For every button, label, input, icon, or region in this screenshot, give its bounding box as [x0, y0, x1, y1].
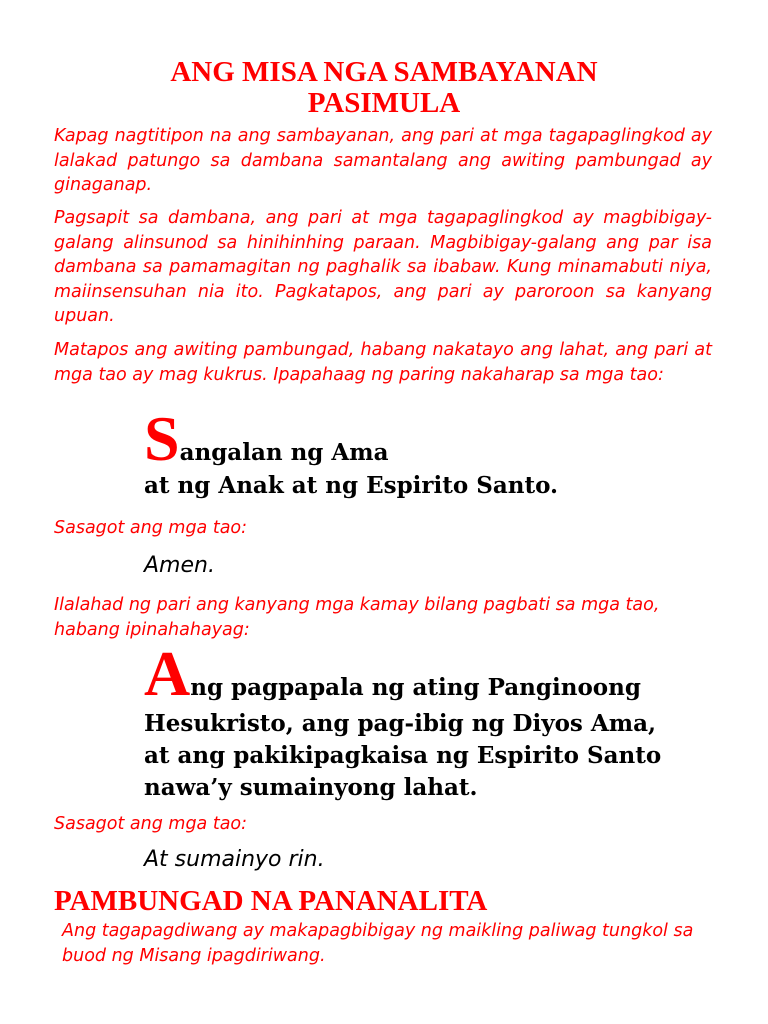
prayer-line	[144, 403, 714, 474]
people-response-and-with-you: At sumainyo rin.	[144, 847, 325, 872]
drop-cap: A	[144, 638, 191, 709]
prayer-sign-of-cross	[144, 403, 714, 502]
rubric-people-respond: Sasagot ang mga tao:	[54, 814, 248, 834]
prayer-text: ng pagpapala ng ating Panginoong	[190, 674, 641, 701]
prayer-line: nawa’y sumainyong lahat.	[144, 774, 478, 801]
page-title	[54, 57, 714, 119]
prayer-line	[144, 638, 714, 709]
prayer-line: Hesukristo, ang pag-ibig ng Diyos Ama,	[144, 710, 656, 737]
prayer-greeting	[144, 638, 714, 804]
rubric-greeting: Ilalahad ng pari ang kanyang mga kamay bilang pagbati sa mga tao, habang ipinahahayag:	[54, 595, 660, 640]
rubric-introduction: Ang tagapagdiwang ay makapagbibigay ng maikling paliwag tungkol sa buod ng Misang ipagdiriwang.	[62, 921, 694, 966]
prayer-line: at ng Anak at ng Espirito Santo.	[144, 472, 559, 499]
drop-cap: S	[144, 403, 180, 474]
section-title: PAMBUNGAD NA PANANALITA	[54, 885, 488, 917]
page-title-line-2: PASIMULA	[307, 87, 461, 119]
rubric-sign-of-cross: Matapos ang awiting pambungad, habang nakatayo ang lahat, ang pari at mga tao ay mag kukrus. Ipapahaag ng paring nakaharap sa mga tao:	[54, 340, 712, 385]
rubric-people-respond: Sasagot ang mga tao:	[54, 518, 248, 538]
people-response-amen: Amen.	[144, 553, 215, 578]
page-title-line-1: ANG MISA NGA SAMBAYANAN	[170, 56, 598, 88]
prayer-line: at ang pakikipagkaisa ng Espirito Santo	[144, 742, 662, 769]
prayer-text: angalan ng Ama	[179, 439, 389, 466]
rubric-entrance: Kapag nagtitipon na ang sambayanan, ang pari at mga tagapaglingkod ay lalakad patungo sa dambana samantalang ang awiting pambungad ay ginaganap.	[54, 126, 712, 195]
rubric-altar-reverence: Pagsapit sa dambana, ang pari at mga tagapaglingkod ay magbibigay-galang alinsunod sa hinihinhing paraan. Magbibigay-galang ang par isa dambana sa pamamagitan ng paghalik sa ibabaw. Kung minamabuti niya, maiinsensuhan nia ito. Pagkatapos, ang pari ay paroroon sa kanyang upuan.	[54, 208, 712, 326]
